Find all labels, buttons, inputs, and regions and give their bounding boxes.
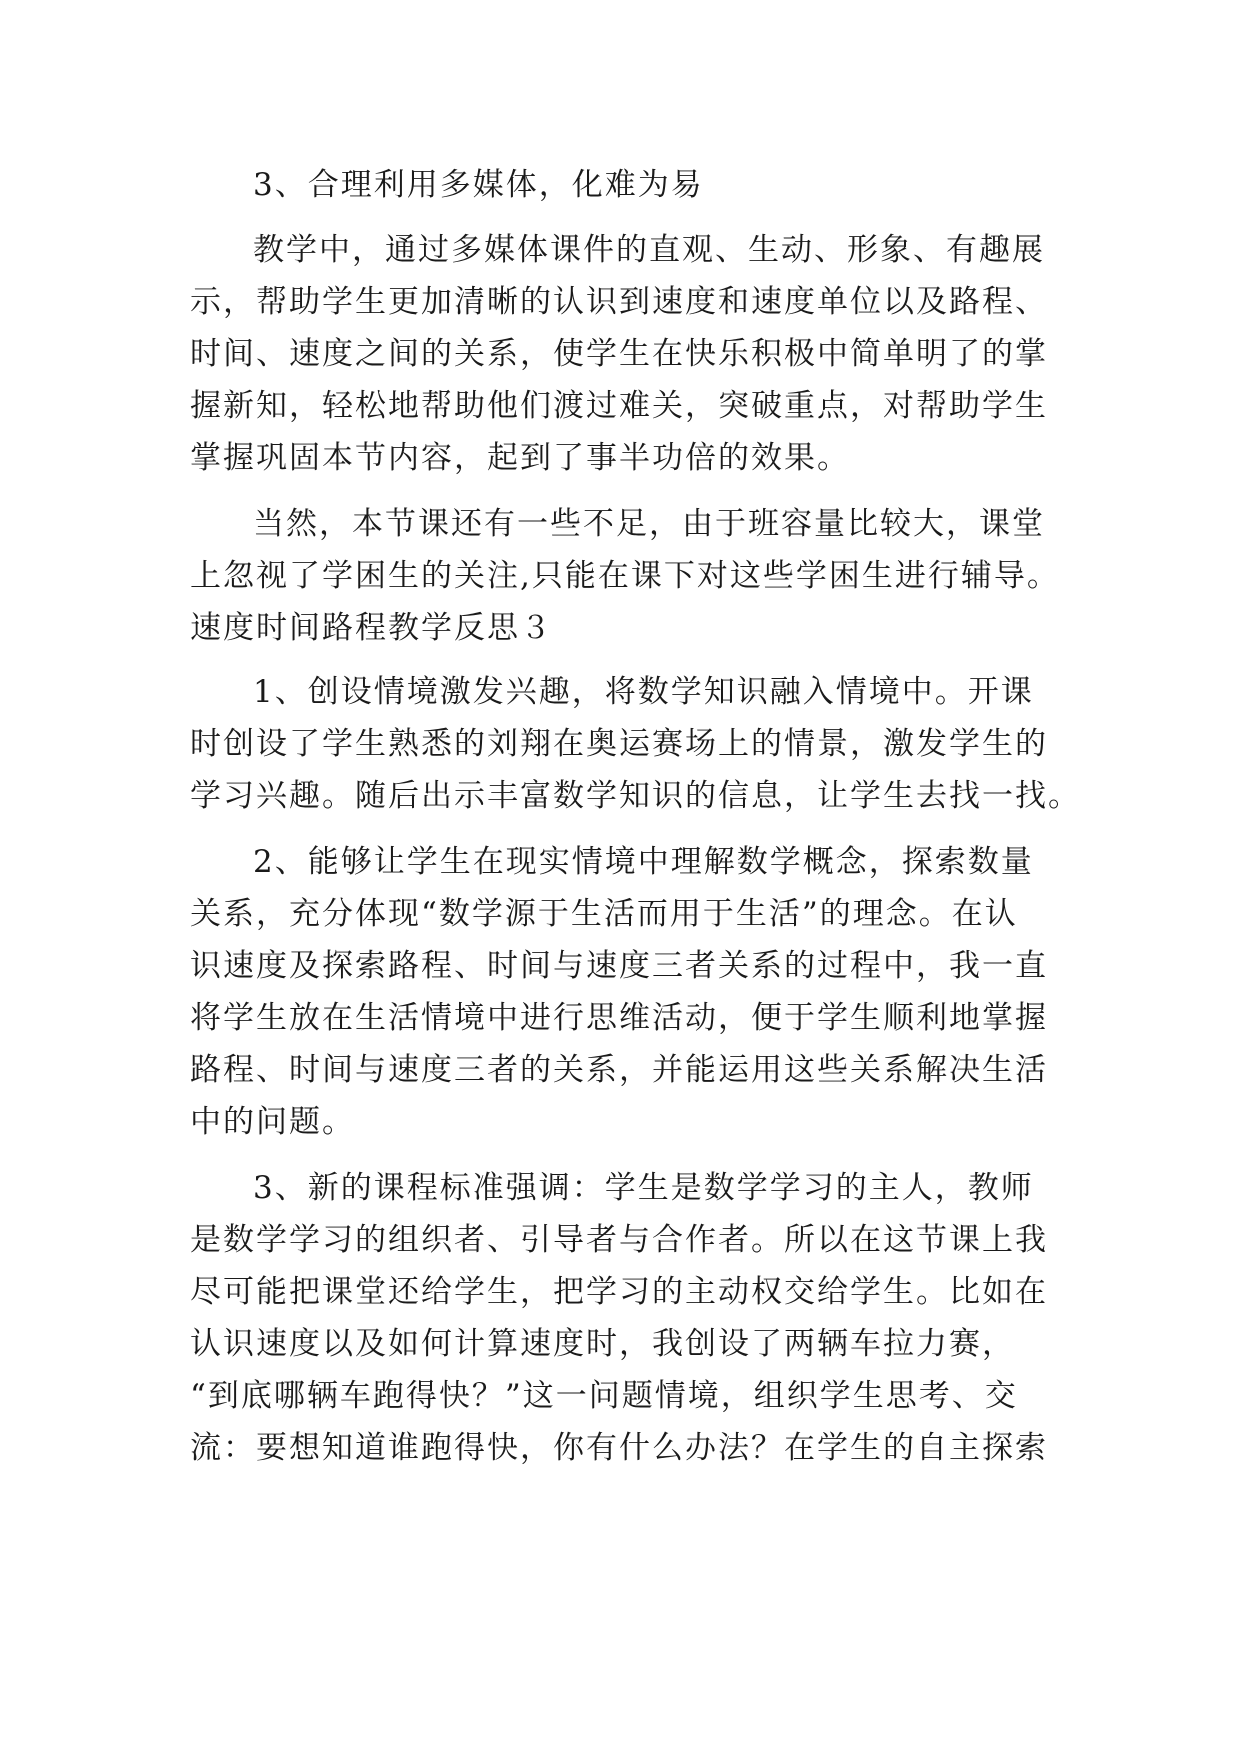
paragraph-line: 握新知，轻松地帮助他们渡过难关，突破重点，对帮助学生 (190, 388, 1048, 424)
section-heading: 3、合理利用多媒体，化难为易 (253, 167, 704, 203)
paragraph-line: 中的问题。 (190, 1104, 355, 1140)
paragraph-line: 当然，本节课还有一些不足，由于班容量比较大，课堂 (253, 506, 1045, 542)
paragraph-line: 时间、速度之间的关系，使学生在快乐积极中简单明了的掌 (190, 336, 1048, 372)
paragraph-line: 示，帮助学生更加清晰的认识到速度和速度单位以及路程、 (190, 284, 1048, 320)
paragraph-line: 是数学学习的组织者、引导者与合作者。所以在这节课上我 (190, 1222, 1048, 1258)
paragraph-line: 路程、时间与速度三者的关系，并能运用这些关系解决生活 (190, 1052, 1048, 1088)
paragraph-line: 尽可能把课堂还给学生，把学习的主动权交给学生。比如在 (190, 1274, 1048, 1310)
paragraph-line: 上忽视了学困生的关注,只能在课下对这些学困生进行辅导。 (190, 558, 1060, 594)
paragraph-line: 认识速度以及如何计算速度时，我创设了两辆车拉力赛， (190, 1326, 1015, 1362)
paragraph-line: “到底哪辆车跑得快？”这一问题情境，组织学生思考、交 (190, 1378, 1018, 1414)
paragraph-line: 识速度及探索路程、时间与速度三者关系的过程中，我一直 (190, 948, 1048, 984)
paragraph-line: 3、新的课程标准强调：学生是数学学习的主人，教师 (253, 1170, 1034, 1206)
paragraph-line: 流：要想知道谁跑得快，你有什么办法？在学生的自主探索 (190, 1430, 1048, 1466)
paragraph-line: 关系，充分体现“数学源于生活而用于生活”的理念。在认 (190, 896, 1018, 932)
paragraph-line: 将学生放在生活情境中进行思维活动，便于学生顺利地掌握 (190, 1000, 1048, 1036)
paragraph-line: 学习兴趣。随后出示丰富数学知识的信息，让学生去找一找。 (190, 778, 1081, 814)
section-title: 速度时间路程教学反思３ (190, 610, 553, 646)
paragraph-line: 教学中，通过多媒体课件的直观、生动、形象、有趣展 (253, 232, 1045, 268)
paragraph-line: 2、能够让学生在现实情境中理解数学概念，探索数量 (253, 844, 1034, 880)
paragraph-line: 1、创设情境激发兴趣，将数学知识融入情境中。开课 (253, 674, 1034, 710)
paragraph-line: 时创设了学生熟悉的刘翔在奥运赛场上的情景，激发学生的 (190, 726, 1048, 762)
paragraph-line: 掌握巩固本节内容，起到了事半功倍的效果。 (190, 440, 850, 476)
